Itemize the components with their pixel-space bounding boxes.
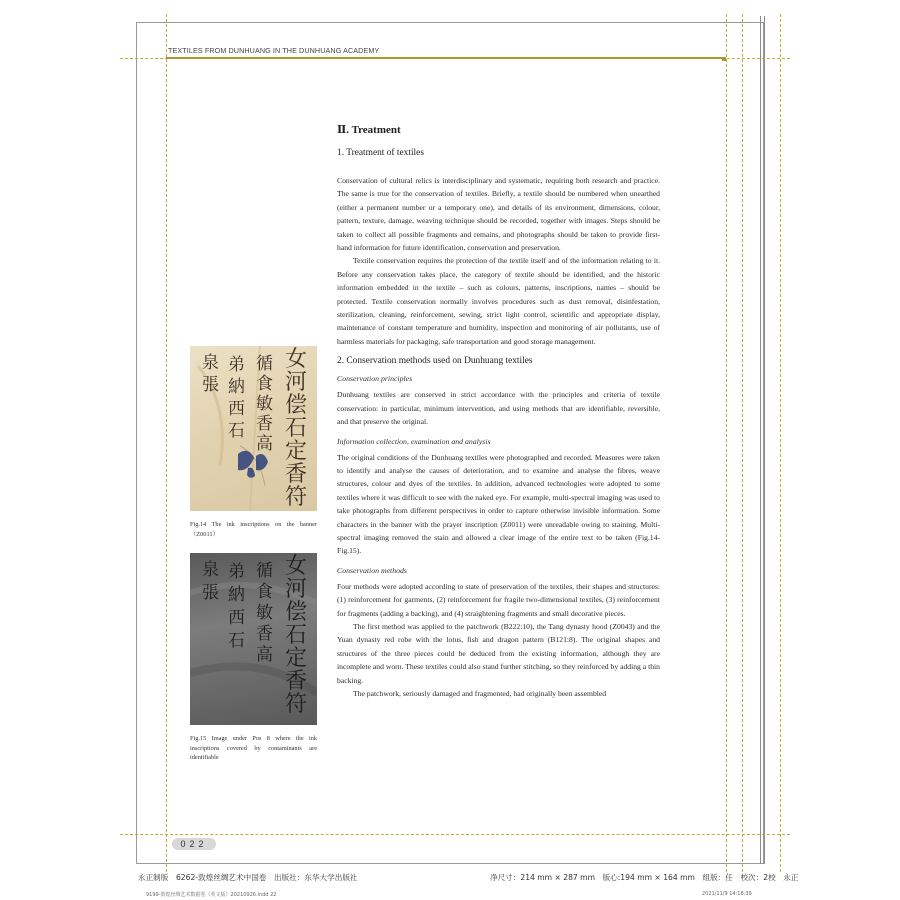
paragraph: Conservation of cultural relics is interdisciplinary and systematic, requiring both research and practice. The same is true for the conservation of textiles. Briefly, a textile should be numbered when unearthed (either a permanent number or a temporary one), and details of its environment, dimensions, colour, pattern, texture, damage, weaving technique should be recorded, together with images. Steps should be taken to collect all possible fragments and remains, and photographs should be taken to provide first-hand information for future identification, conservation and preservation. [337,176,660,253]
figure-14 [190,346,317,539]
banner-photo [190,346,317,511]
multispectral-photo [190,553,317,725]
guide-bottom [120,834,790,835]
slug-left: 永正制版 6262-敦煌丝绸艺术中国卷 出版社：东华大学出版社 [138,873,358,882]
guide-left [166,14,167,872]
slug-date: 2021/11/9 14:18:39 [702,891,752,897]
section-title: Ⅱ. Treatment [337,124,401,136]
paragraph: The original conditions of the Dunhuang textiles were photographed and recorded. Measures were taken to identify and analyse the causes of deterioration, and to examine and analyse the fibres, weave structures, colour and dyes of the textiles. In addition, advanced technologies were adopted to some textiles where it was difficult to see with the naked eye. For example, multi-spectral imaging was used to take photographs from different perspectives in order to capture otherwise invisible information. Some characters in the banner with the prayer inscription (Z0011) were unreadable owing to staining. Multi-spectral imaging removed the stain and allowed a clear image of the entire text to be taken (Fig.14-Fig.15). [337,452,660,556]
subsection-2-title: 2. Conservation methods used on Dunhuang textiles [337,356,533,367]
inscription-col-4: 泉張 [202,353,219,395]
inscription-col-2: 循食敏香高 [256,561,273,665]
paragraph: Textile conservation requires the protection of the textile itself and of the information relating to it. Before any conservation takes place, the category of textile should be identified, and the historic information embedded in the textile – such as colours, patterns, inscriptions, names – should be protected. Textile conservation normally involves procedures such as dust removal, disinfestation, sterilization, cleaning, reinforcement, sewing, strict light control, scientific and appropriate display, maintenance of constant temperature and humidity, inspection and monitoring of air pollutants, use of harmless materials for packaging, safe transportation and good storage management. [337,256,660,346]
running-head: TEXTILES FROM DUNHUANG IN THE DUNHUANG ACADEMY [168,46,380,55]
page-number: 022 [172,838,216,850]
header-rule [166,57,724,59]
paragraph: The patchwork, seriously damaged and fragmented, had originally been assembled [353,689,607,698]
subsection-1-title: 1. Treatment of textiles [337,148,424,158]
slug-right: 净尺寸：214 mm × 287 mm 版心:194 mm × 164 mm 组版：任 校次：2校 永正 [490,873,799,882]
paragraph: Dunhuang textiles are conserved in strict accordance with the principles and criteria of textile conservation: in particular, minimum intervention, and using methods that are identifiable, reversible, and that preserve the original. [337,390,660,427]
trim-line [764,16,765,864]
info-heading: Information collection, examination and analysis [337,436,491,446]
guide-bleed [780,14,781,872]
fig14-caption: Fig.14 The ink inscriptions on the banner（Z0011） [190,521,317,538]
figure-15 [190,553,317,763]
inscription-col-1: 女河偿石定香符 [285,347,308,510]
paragraph: Four methods were adopted according to state of preservation of the textiles, their shapes and structures: (1) reinforcement for garments, (2) reinforcement for fragile two-dimensional textiles, (3) reinforcement for fragments (adding a backing), and (4) straightening fragments and small decorative pieces. [337,581,660,618]
corner-mark [722,57,726,61]
inscription-col-3: 弟納西石 [228,355,245,441]
slug-file: 9199-敦煌丝绸艺术数据卷（英文版）20210926.indd 22 [146,892,277,898]
methods-heading: Conservation methods [337,565,407,575]
paragraph: The first method was applied to the patchwork (B222:10), the Tang dynasty hood (Z0043) and the Yuan dynasty red robe with the lotus, fish and dragon pattern (B121:8). The original shapes and structures of the three pieces could be deduced from the existing information, although they are incomplete and worn. These textiles could also stand further stitching, so they reinforced by adding a thin backing. [337,621,660,685]
trim-line [760,16,761,864]
inscription-col-2: 循食敏香高 [256,354,273,454]
guide-bleed [742,14,743,872]
main-text [337,123,660,700]
guide-right [726,14,727,872]
inscription-col-4: 泉張 [202,560,219,603]
inscription-col-3: 弟納西石 [228,562,245,651]
fig15-caption: Fig.15 Image under Pos 8 where the ink inscriptions covered by contaminants are identifiable [190,735,317,762]
inscription-col-1: 女河偿石定香符 [285,554,308,717]
principles-heading: Conservation principles [337,374,413,384]
